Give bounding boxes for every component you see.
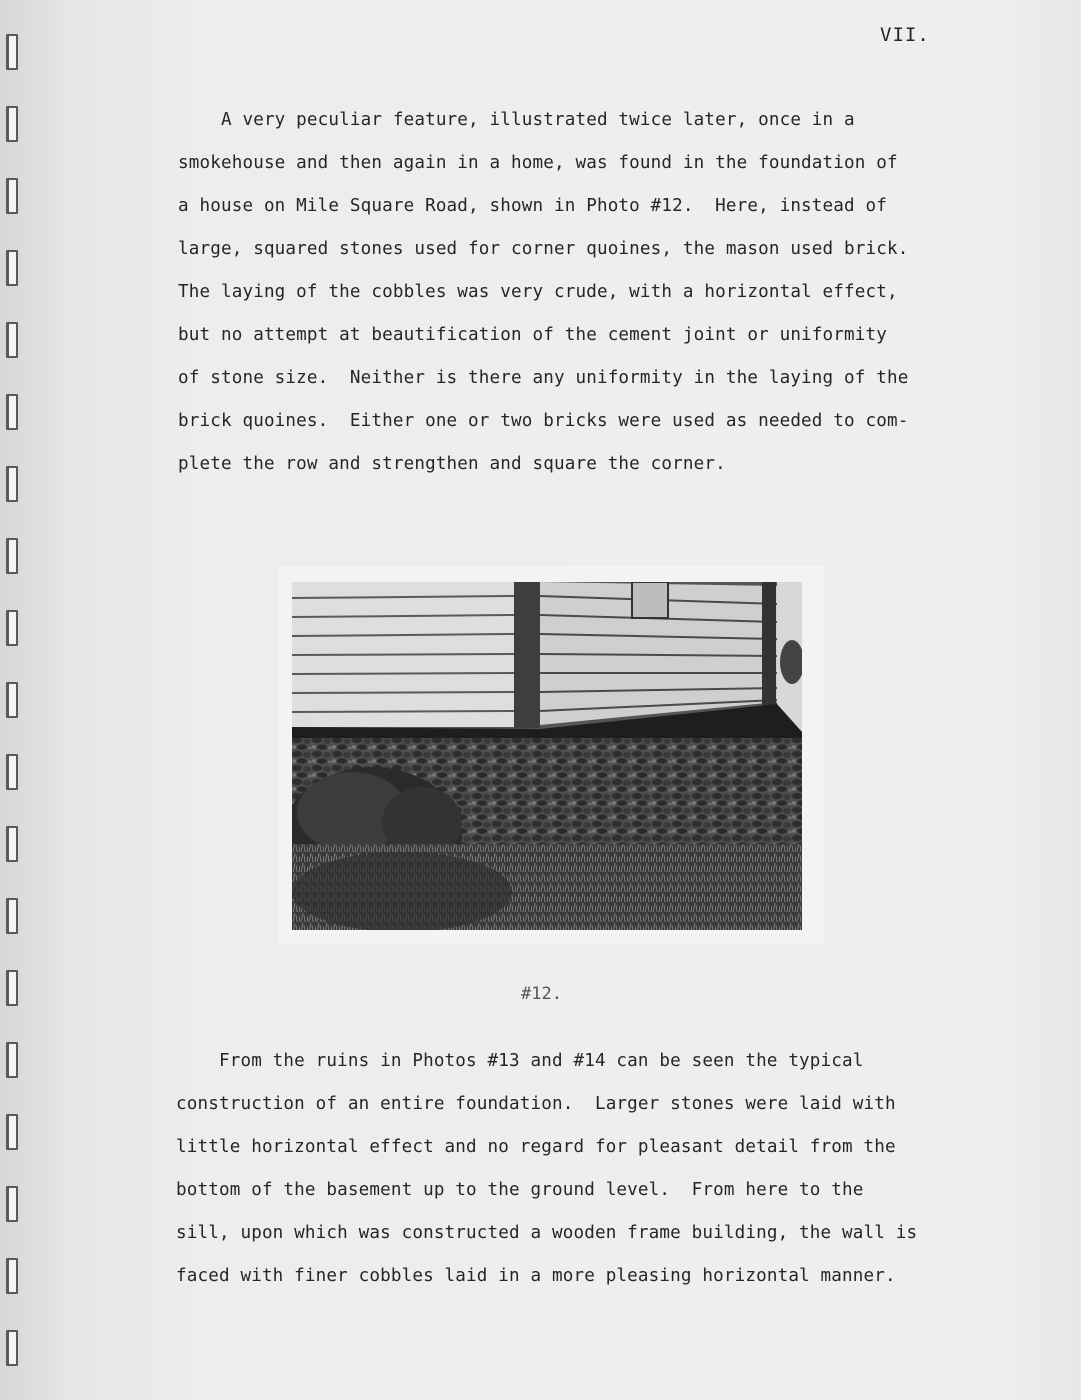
text-line: A very peculiar feature, illustrated twice later, once in a — [178, 110, 855, 130]
text-line: construction of an entire foundation. Larger stones were laid with — [176, 1094, 896, 1114]
text-line: bottom of the basement up to the ground level. From here to the — [176, 1180, 864, 1200]
photo-mount — [278, 566, 824, 944]
binder-hole — [6, 322, 18, 358]
text-line: of stone size. Neither is there any uniformity in the laying of the — [178, 368, 909, 388]
text-line: The laying of the cobbles was very crude, with a horizontal effect, — [178, 282, 898, 302]
binder-hole — [6, 1186, 18, 1222]
text-line: brick quoines. Either one or two bricks were used as needed to com- — [178, 411, 909, 431]
binder-hole — [6, 898, 18, 934]
photo-caption: #12. — [521, 984, 562, 1004]
paragraph-1 — [178, 99, 908, 486]
text-line: plete the row and strengthen and square the corner. — [178, 454, 726, 474]
house-foundation-photo — [292, 582, 802, 930]
text-line: sill, upon which was constructed a wooden frame building, the wall is — [176, 1223, 918, 1243]
text-line: large, squared stones used for corner quoines, the mason used brick. — [178, 239, 909, 259]
binder-hole — [6, 466, 18, 502]
binder-hole — [6, 1114, 18, 1150]
binder-hole — [6, 610, 18, 646]
binder-hole — [6, 970, 18, 1006]
binder-hole — [6, 34, 18, 70]
binder-hole — [6, 754, 18, 790]
text-line: From the ruins in Photos #13 and #14 can be seen the typical — [176, 1051, 864, 1071]
text-line: but no attempt at beautification of the cement joint or uniformity — [178, 325, 887, 345]
text-line: a house on Mile Square Road, shown in Photo #12. Here, instead of — [178, 196, 887, 216]
binder-hole — [6, 178, 18, 214]
binder-hole — [6, 250, 18, 286]
binder-hole — [6, 1330, 18, 1366]
paragraph-2 — [176, 1040, 917, 1298]
page-number: VII. — [880, 24, 930, 46]
binder-holes — [0, 0, 40, 1400]
binder-hole — [6, 826, 18, 862]
binder-hole — [6, 1258, 18, 1294]
text-line: faced with finer cobbles laid in a more pleasing horizontal manner. — [176, 1266, 896, 1286]
text-line: smokehouse and then again in a home, was found in the foundation of — [178, 153, 898, 173]
binder-hole — [6, 106, 18, 142]
binder-hole — [6, 394, 18, 430]
binder-hole — [6, 1042, 18, 1078]
binder-hole — [6, 538, 18, 574]
text-line: little horizontal effect and no regard for pleasant detail from the — [176, 1137, 896, 1157]
binder-hole — [6, 682, 18, 718]
